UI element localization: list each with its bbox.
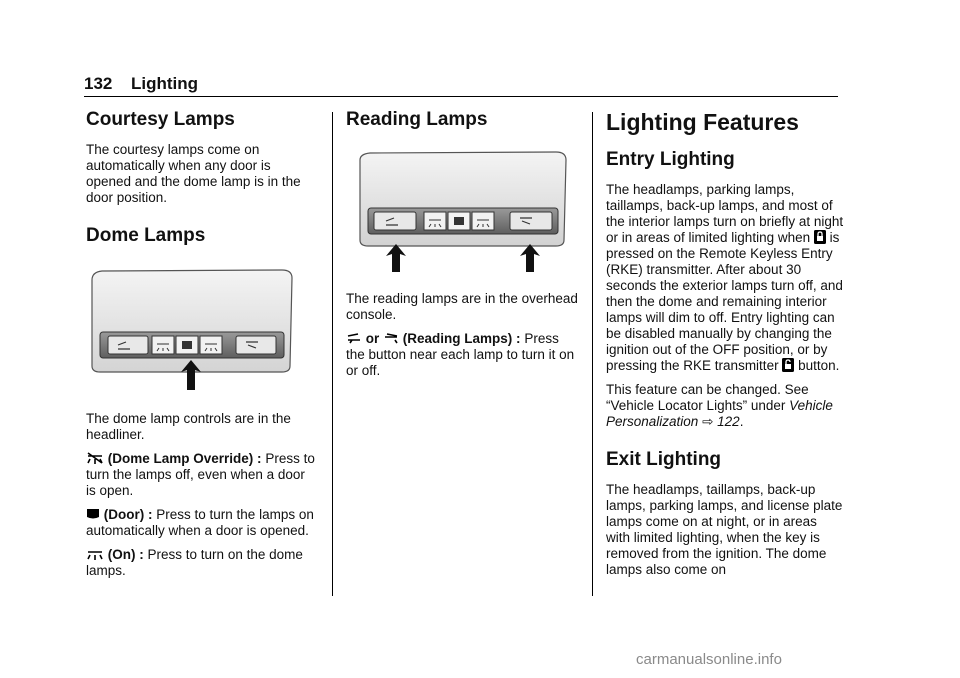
exit-lighting-text: The headlamps, taillamps, back-up lamps, parking lamps, and license plate lamps come on at night, or in areas with limited lighting, when the key is removed from the ignition. The dome lamps also come on <box>606 482 843 577</box>
courtesy-lamps-heading: Courtesy Lamps <box>86 109 235 130</box>
dome-override-item <box>86 451 318 499</box>
on-label: (On) : <box>107 547 144 562</box>
dome-override-label: (Dome Lamp Override) : <box>107 451 262 466</box>
watermark: carmanualsonline.info <box>636 651 782 668</box>
vehicle-personalization-link[interactable]: Vehicle Personalization <box>606 398 833 429</box>
page-ref-icon: ⇨ <box>702 414 714 429</box>
reading-lamp-illustration <box>346 150 568 276</box>
entry-text-part-1: The headlamps, parking lamps, taillamps, back-up lamps, and most of the interior lamps turn on briefly at night or in areas of limited lighting when <box>606 182 844 245</box>
on-item <box>86 547 318 579</box>
reading-lamps-label: (Reading Lamps) : <box>402 331 521 346</box>
on-text: Press to turn on the dome lamps. <box>86 547 303 578</box>
lighting-features-heading: Lighting Features <box>606 109 799 135</box>
entry-text-part-2: is pressed on the Remote Keyless Entry (RKE) transmitter. After about 30 seconds the exterior lamps turn off, and then the dome and remaining interior lamps will dim to off. Entry lighting can be disabled manually by changing the ignition out of the OFF position, or by pressing the RKE transmitter <box>606 230 843 373</box>
dome-on-icon <box>86 548 104 561</box>
reading-lamps-heading: Reading Lamps <box>346 109 488 130</box>
column-1 <box>86 108 318 587</box>
unlock-icon <box>782 358 794 372</box>
page-ref-number[interactable]: 122 <box>717 414 740 429</box>
door-item <box>86 507 318 539</box>
dome-override-text: Press to turn the lamps off, even when a door is open. <box>86 451 315 498</box>
reading-or-word: or <box>365 331 380 346</box>
column-2 <box>346 108 578 387</box>
entry-lighting-heading: Entry Lighting <box>606 149 735 170</box>
entry-text-part-3: button. <box>798 358 840 373</box>
courtesy-lamps-text: The courtesy lamps come on automatically when any door is opened and the dome lamp is in the door position. <box>86 142 301 205</box>
column-divider-1 <box>332 112 333 596</box>
dome-override-icon <box>86 452 104 465</box>
dome-lamps-heading: Dome Lamps <box>86 225 206 246</box>
reading-lamp-left-icon <box>346 332 362 345</box>
exit-lighting-heading: Exit Lighting <box>606 449 722 470</box>
entry-note-text: This feature can be changed. See “Vehicle Locator Lights” under <box>606 382 809 413</box>
reading-lamp-right-icon <box>383 332 399 345</box>
dome-lamp-illustration <box>86 266 296 396</box>
entry-lighting-text <box>606 182 844 374</box>
section-title: Lighting <box>131 74 199 93</box>
reading-lamps-text: Press the button near each lamp to turn it on or off. <box>346 331 575 378</box>
dome-lamp-figure <box>86 266 318 401</box>
entry-lighting-note: This feature can be changed. See “Vehicle Locator Lights” under Vehicle Personalization ⇨ 122. <box>606 382 833 429</box>
lock-icon <box>814 230 826 244</box>
reading-lamps-intro: The reading lamps are in the overhead console. <box>346 291 578 322</box>
reading-lamp-figure <box>346 150 578 281</box>
reading-lamps-item <box>346 331 578 379</box>
door-text: Press to turn the lamps on automatically when a door is opened. <box>86 507 314 538</box>
dome-lamps-intro: The dome lamp controls are in the headliner. <box>86 411 291 442</box>
door-label: (Door) : <box>103 507 153 522</box>
column-3 <box>606 108 844 586</box>
page-number: 132 <box>84 74 113 93</box>
door-icon <box>86 508 100 521</box>
column-divider-2 <box>592 112 593 596</box>
page-header <box>84 72 838 97</box>
